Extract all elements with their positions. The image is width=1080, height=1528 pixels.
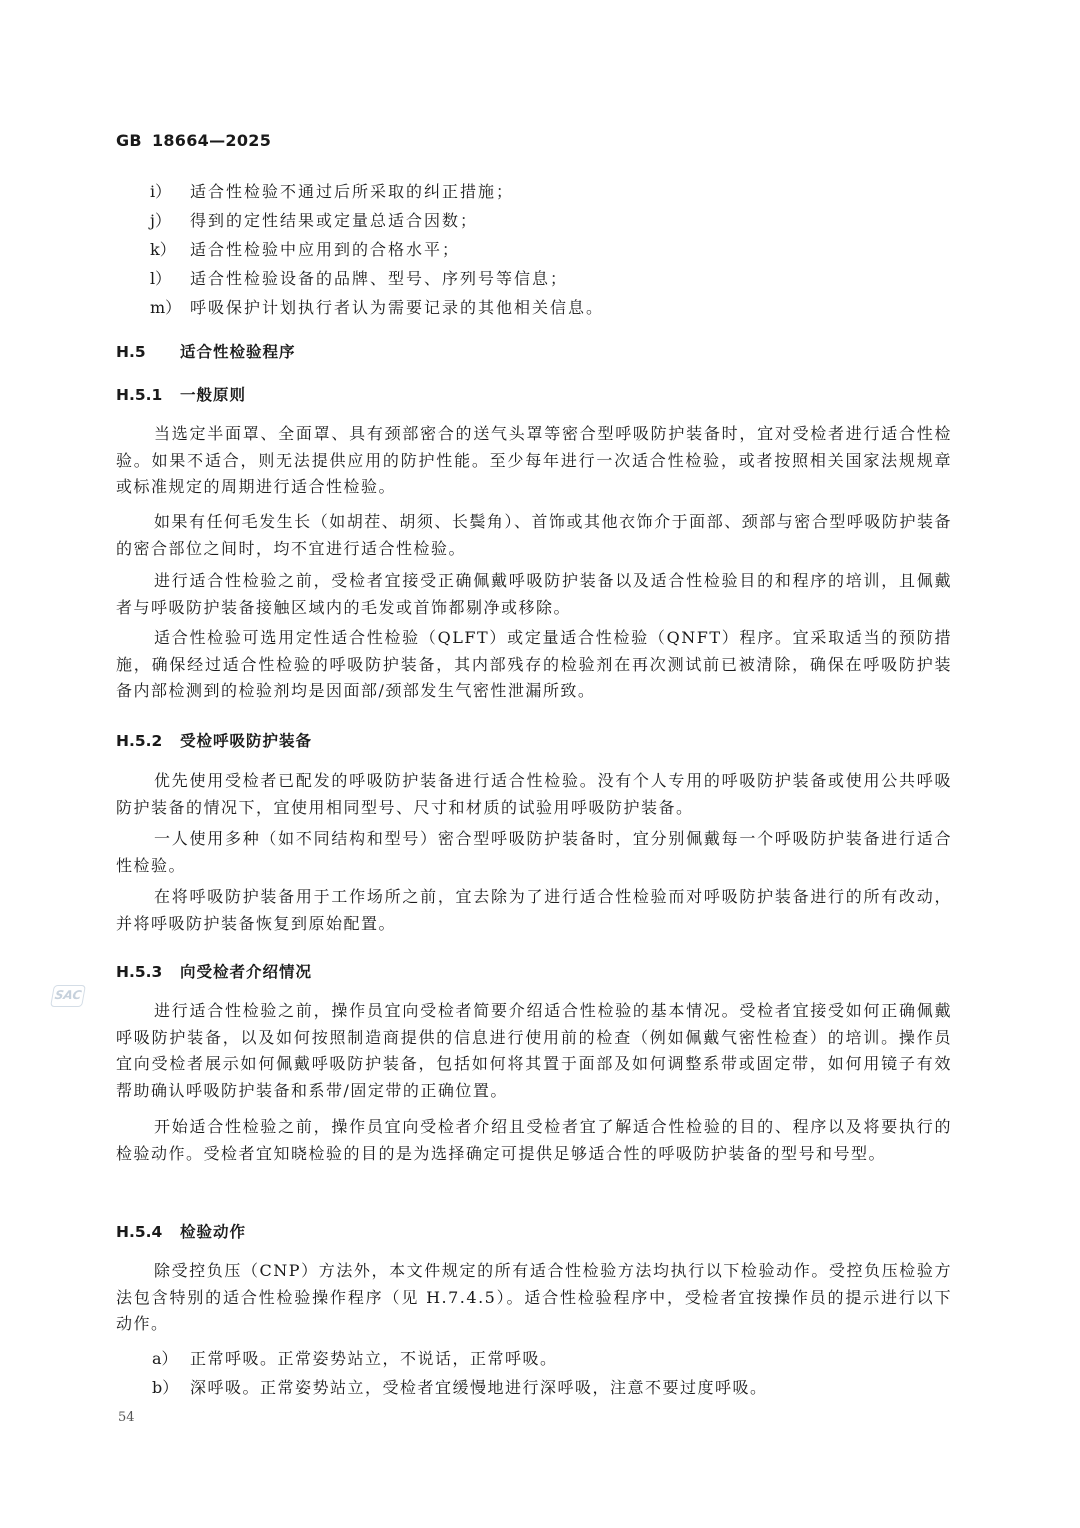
list-text: 呼吸保护计划执行者认为需要记录的其他相关信息。 bbox=[190, 298, 605, 317]
paragraph: 开始适合性检验之前，操作员宜向受检者介绍且受检者宜了解适合性检验的目的、程序以及将要执行的检验动作。受检者宜知晓检验的目的是为选择确定可提供足够适合性的呼吸防护装备的型号和号型。 bbox=[116, 1117, 952, 1163]
record-list bbox=[150, 177, 604, 322]
section-number: H.5 bbox=[116, 343, 146, 361]
paragraph: 除受控负压（CNP）方法外，本文件规定的所有适合性检验方法均执行以下检验动作。受控负压检验方法包含特别的适合性检验操作程序（见 H.7.4.5）。适合性检验程序中，受检者宜按操作员的提示进行以下动作。 bbox=[116, 1261, 952, 1333]
list-marker: j） bbox=[150, 211, 171, 230]
list-marker: l） bbox=[150, 269, 172, 288]
section-heading-h5-1 bbox=[116, 383, 246, 405]
list-text: 适合性检验不通过后所采取的纠正措施； bbox=[190, 182, 515, 201]
paragraph: 当选定半面罩、全面罩、具有颈部密合的送气头罩等密合型呼吸防护装备时，宜对受检者进行适合性检验。如果不适合，则无法提供应用的防护性能。至少每年进行一次适合性检验，或者按照相关国家法规规章或标准规定的周期进行适合性检验。 bbox=[116, 424, 952, 496]
section-heading-h5 bbox=[116, 340, 296, 362]
list-item bbox=[150, 235, 604, 264]
list-text: 正常呼吸。正常姿势站立，不说话，正常呼吸。 bbox=[190, 1349, 558, 1368]
list-marker: i） bbox=[150, 182, 172, 201]
paragraph: 如果有任何毛发生长（如胡茬、胡须、长鬓角）、首饰或其他衣饰介于面部、颈部与密合型呼吸防护装备的密合部位之间时，均不宜进行适合性检验。 bbox=[116, 512, 952, 558]
list-item bbox=[150, 206, 604, 235]
list-marker: b） bbox=[152, 1378, 179, 1397]
paragraph: 优先使用受检者已配发的呼吸防护装备进行适合性检验。没有个人专用的呼吸防护装备或使用公共呼吸防护装备的情况下，宜使用相同型号、尺寸和材质的试验用呼吸防护装备。 bbox=[116, 771, 952, 817]
paragraph: 适合性检验可选用定性适合性检验（QLFT）或定量适合性检验（QNFT）程序。宜采取适当的预防措施，确保经过适合性检验的呼吸防护装备，其内部残存的检验剂在再次测试前已被清除，确保在呼吸防护装备内部检测到的检验剂均是因面部/颈部发生气密性泄漏所致。 bbox=[116, 628, 952, 700]
list-marker: k） bbox=[150, 240, 176, 259]
list-item bbox=[152, 1375, 768, 1401]
section-number: H.5.4 bbox=[116, 1223, 163, 1241]
list-item bbox=[150, 177, 604, 206]
section-heading-h5-3 bbox=[116, 960, 312, 982]
list-text: 深呼吸。正常姿势站立，受检者宜缓慢地进行深呼吸，注意不要过度呼吸。 bbox=[190, 1378, 768, 1397]
list-item bbox=[150, 264, 604, 293]
section-title: 适合性检验程序 bbox=[180, 343, 296, 361]
list-item bbox=[150, 293, 604, 322]
standard-code: 18664—2025 bbox=[151, 131, 272, 150]
section-number: H.5.3 bbox=[116, 963, 163, 981]
section-title: 一般原则 bbox=[180, 386, 247, 404]
list-text: 适合性检验设备的品牌、型号、序列号等信息； bbox=[190, 269, 569, 288]
section-heading-h5-2 bbox=[116, 729, 312, 751]
paragraph: 一人使用多种（如不同结构和型号）密合型呼吸防护装备时，宜分别佩戴每一个呼吸防护装备进行适合性检验。 bbox=[116, 829, 952, 875]
page-number: 54 bbox=[118, 1410, 135, 1425]
paragraph: 在将呼吸防护装备用于工作场所之前，宜去除为了进行适合性检验而对呼吸防护装备进行的所有改动，并将呼吸防护装备恢复到原始配置。 bbox=[116, 887, 952, 933]
section-number: H.5.2 bbox=[116, 732, 163, 750]
section-number: H.5.1 bbox=[116, 386, 163, 404]
section-heading-h5-4 bbox=[116, 1220, 246, 1242]
paragraph: 进行适合性检验之前，操作员宜向受检者简要介绍适合性检验的基本情况。受检者宜接受如何正确佩戴呼吸防护装备，以及如何按照制造商提供的信息进行使用前的检查（例如佩戴气密性检查）的培训。操作员宜向受检者展示如何佩戴呼吸防护装备，包括如何将其置于面部及如何调整系带或固定带，如何用镜子有效帮助确认呼吸防护装备和系带/固定带的正确位置。 bbox=[116, 1001, 952, 1100]
list-item bbox=[152, 1346, 558, 1372]
list-marker: m） bbox=[150, 298, 182, 317]
standard-prefix: GB bbox=[116, 131, 142, 150]
paragraph: 进行适合性检验之前，受检者宜接受正确佩戴呼吸防护装备以及适合性检验目的和程序的培训，且佩戴者与呼吸防护装备接触区域内的毛发或首饰都剔净或移除。 bbox=[116, 571, 952, 617]
section-title: 受检呼吸防护装备 bbox=[180, 732, 313, 750]
standard-header bbox=[116, 131, 271, 150]
list-text: 适合性检验中应用到的合格水平； bbox=[190, 240, 461, 259]
section-title: 检验动作 bbox=[180, 1223, 247, 1241]
list-marker: a） bbox=[152, 1349, 178, 1368]
list-text: 得到的定性结果或定量总适合因数； bbox=[190, 211, 479, 230]
sac-watermark-logo: SAC bbox=[50, 985, 86, 1007]
section-title: 向受检者介绍情况 bbox=[180, 963, 313, 981]
